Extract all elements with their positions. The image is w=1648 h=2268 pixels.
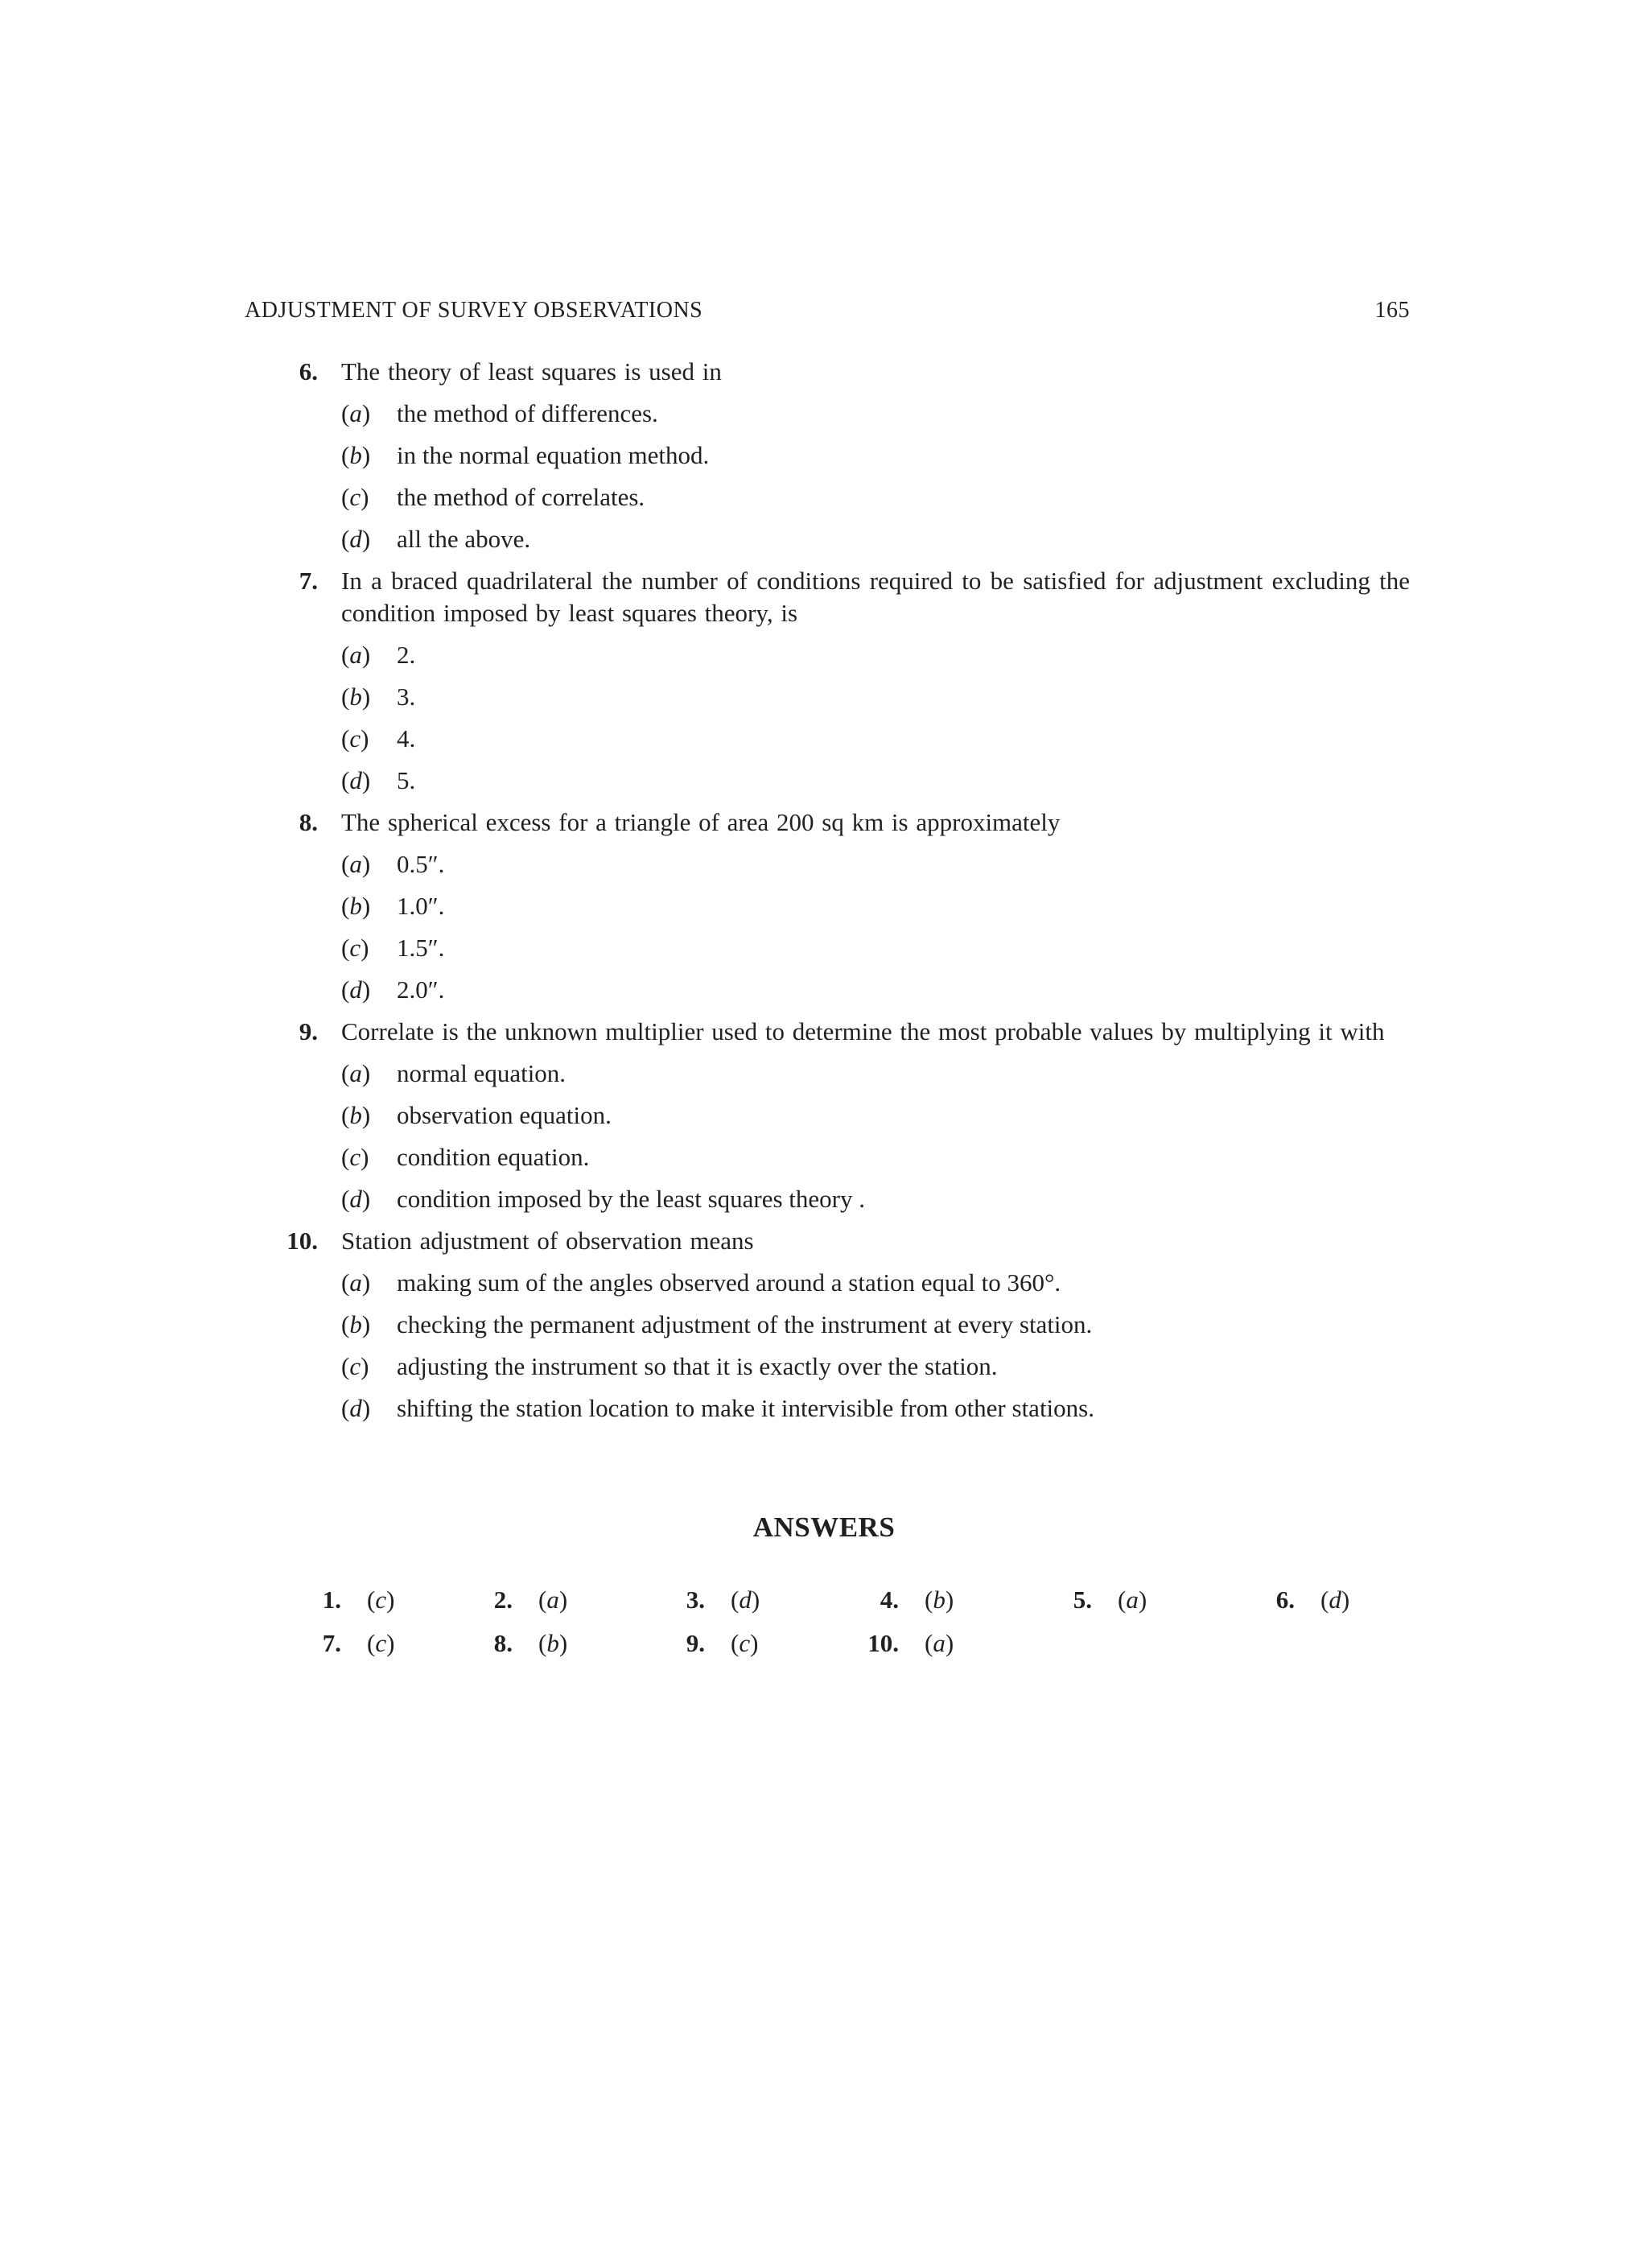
option-text: in the normal equation method.	[397, 441, 710, 469]
option-c	[341, 932, 1648, 964]
option-letter: (d)	[341, 525, 371, 553]
answer-value: (c)	[731, 1629, 759, 1657]
option-letter: (c)	[341, 1143, 369, 1171]
option-letter: (a)	[341, 850, 371, 878]
answer-number: 3.	[686, 1586, 705, 1614]
answer-number: 2.	[493, 1586, 513, 1614]
option-text: normal equation.	[397, 1059, 566, 1087]
option-d	[341, 765, 1648, 797]
option-a	[341, 1058, 1648, 1090]
option-c	[341, 1141, 1648, 1173]
option-text: the method of correlates.	[397, 483, 645, 511]
answer-number: 9.	[686, 1629, 705, 1657]
option-d	[341, 1392, 1648, 1425]
option-letter: (d)	[341, 975, 371, 1004]
answer-value: (d)	[731, 1586, 760, 1614]
option-b	[341, 681, 1648, 713]
option-letter: (c)	[341, 724, 369, 753]
question-number: 7.	[299, 567, 318, 595]
option-text: making sum of the angles observed around a station equal to 360°.	[397, 1268, 1061, 1297]
answer-value: (a)	[1118, 1586, 1147, 1614]
option-b	[341, 1309, 1648, 1341]
option-a	[341, 398, 1648, 430]
option-letter: (c)	[341, 483, 369, 511]
question-6	[0, 356, 1648, 555]
option-letter: (a)	[341, 641, 371, 669]
option-letter: (a)	[341, 1059, 371, 1087]
running-head	[245, 298, 1410, 324]
option-text: 2.	[397, 641, 416, 669]
answers-row	[0, 1626, 1648, 1661]
option-letter: (a)	[341, 1268, 371, 1297]
option-text: all the above.	[397, 525, 531, 553]
option-c	[341, 723, 1648, 755]
answer-value: (b)	[925, 1586, 954, 1614]
option-letter: (d)	[341, 766, 371, 794]
question-number: 10.	[286, 1227, 318, 1255]
question-text: Correlate is the unknown multiplier used to determine the most probable values by multiplying it with	[341, 1017, 1385, 1045]
option-a	[341, 639, 1648, 671]
question-number: 6.	[299, 357, 318, 386]
answer-value: (d)	[1320, 1586, 1350, 1614]
option-b	[341, 439, 1648, 472]
question-list	[0, 356, 1648, 1425]
option-text: checking the permanent adjustment of the instrument at every station.	[397, 1310, 1093, 1338]
question-8	[0, 806, 1648, 1006]
option-text: condition imposed by the least squares theory .	[397, 1185, 865, 1213]
question-number: 9.	[299, 1017, 318, 1045]
option-text: 5.	[397, 766, 416, 794]
question-9	[0, 1016, 1648, 1215]
running-title: ADJUSTMENT OF SURVEY OBSERVATIONS	[245, 298, 703, 323]
answer-value: (b)	[538, 1629, 568, 1657]
option-d	[341, 523, 1648, 555]
option-a	[341, 848, 1648, 880]
option-d	[341, 1183, 1648, 1215]
option-d	[341, 974, 1648, 1006]
answer-number: 1.	[322, 1586, 341, 1614]
option-text: 2.0″.	[397, 975, 445, 1004]
option-letter: (c)	[341, 1352, 369, 1380]
question-7	[0, 565, 1648, 797]
answer-value: (a)	[538, 1586, 568, 1614]
question-10	[0, 1225, 1648, 1425]
answer-number: 8.	[493, 1629, 513, 1657]
option-text: 4.	[397, 724, 416, 753]
question-text: Station adjustment of observation means	[341, 1227, 754, 1255]
option-c	[341, 481, 1648, 513]
option-letter: (b)	[341, 1310, 371, 1338]
answer-value: (c)	[367, 1629, 395, 1657]
answer-number: 5.	[1073, 1586, 1092, 1614]
option-a	[341, 1267, 1648, 1299]
option-letter: (a)	[341, 399, 371, 427]
option-text: 1.5″.	[397, 934, 445, 962]
answer-number: 10.	[867, 1629, 899, 1657]
answer-number: 4.	[880, 1586, 899, 1614]
option-letter: (b)	[341, 1101, 371, 1129]
option-b	[341, 1099, 1648, 1132]
question-text: In a braced quadrilateral the number of conditions required to be satisfied for adjustment excluding the condition imposed by least squares theory, is	[341, 567, 1410, 627]
option-text: 3.	[397, 682, 416, 711]
option-c	[341, 1350, 1648, 1383]
question-number: 8.	[299, 808, 318, 836]
answer-value: (c)	[367, 1586, 395, 1614]
option-text: observation equation.	[397, 1101, 612, 1129]
option-text: shifting the station location to make it intervisible from other stations.	[397, 1394, 1094, 1422]
option-text: adjusting the instrument so that it is exactly over the station.	[397, 1352, 998, 1380]
question-text: The spherical excess for a triangle of area 200 sq km is approximately	[341, 808, 1061, 836]
option-letter: (b)	[341, 682, 371, 711]
answers-heading: ANSWERS	[752, 1511, 896, 1543]
option-letter: (c)	[341, 934, 369, 962]
option-letter: (d)	[341, 1394, 371, 1422]
option-text: 1.0″.	[397, 892, 445, 920]
option-b	[341, 890, 1648, 922]
option-letter: (d)	[341, 1185, 371, 1213]
option-letter: (b)	[341, 892, 371, 920]
option-text: condition equation.	[397, 1143, 590, 1171]
answer-value: (a)	[925, 1629, 954, 1657]
option-letter: (b)	[341, 441, 371, 469]
answers-row	[0, 1582, 1648, 1618]
question-text: The theory of least squares is used in	[341, 357, 722, 386]
answer-number: 7.	[322, 1629, 341, 1657]
option-text: the method of differences.	[397, 399, 658, 427]
option-text: 0.5″.	[397, 850, 445, 878]
answer-number: 6.	[1275, 1586, 1295, 1614]
page-number: 165	[1374, 298, 1410, 323]
